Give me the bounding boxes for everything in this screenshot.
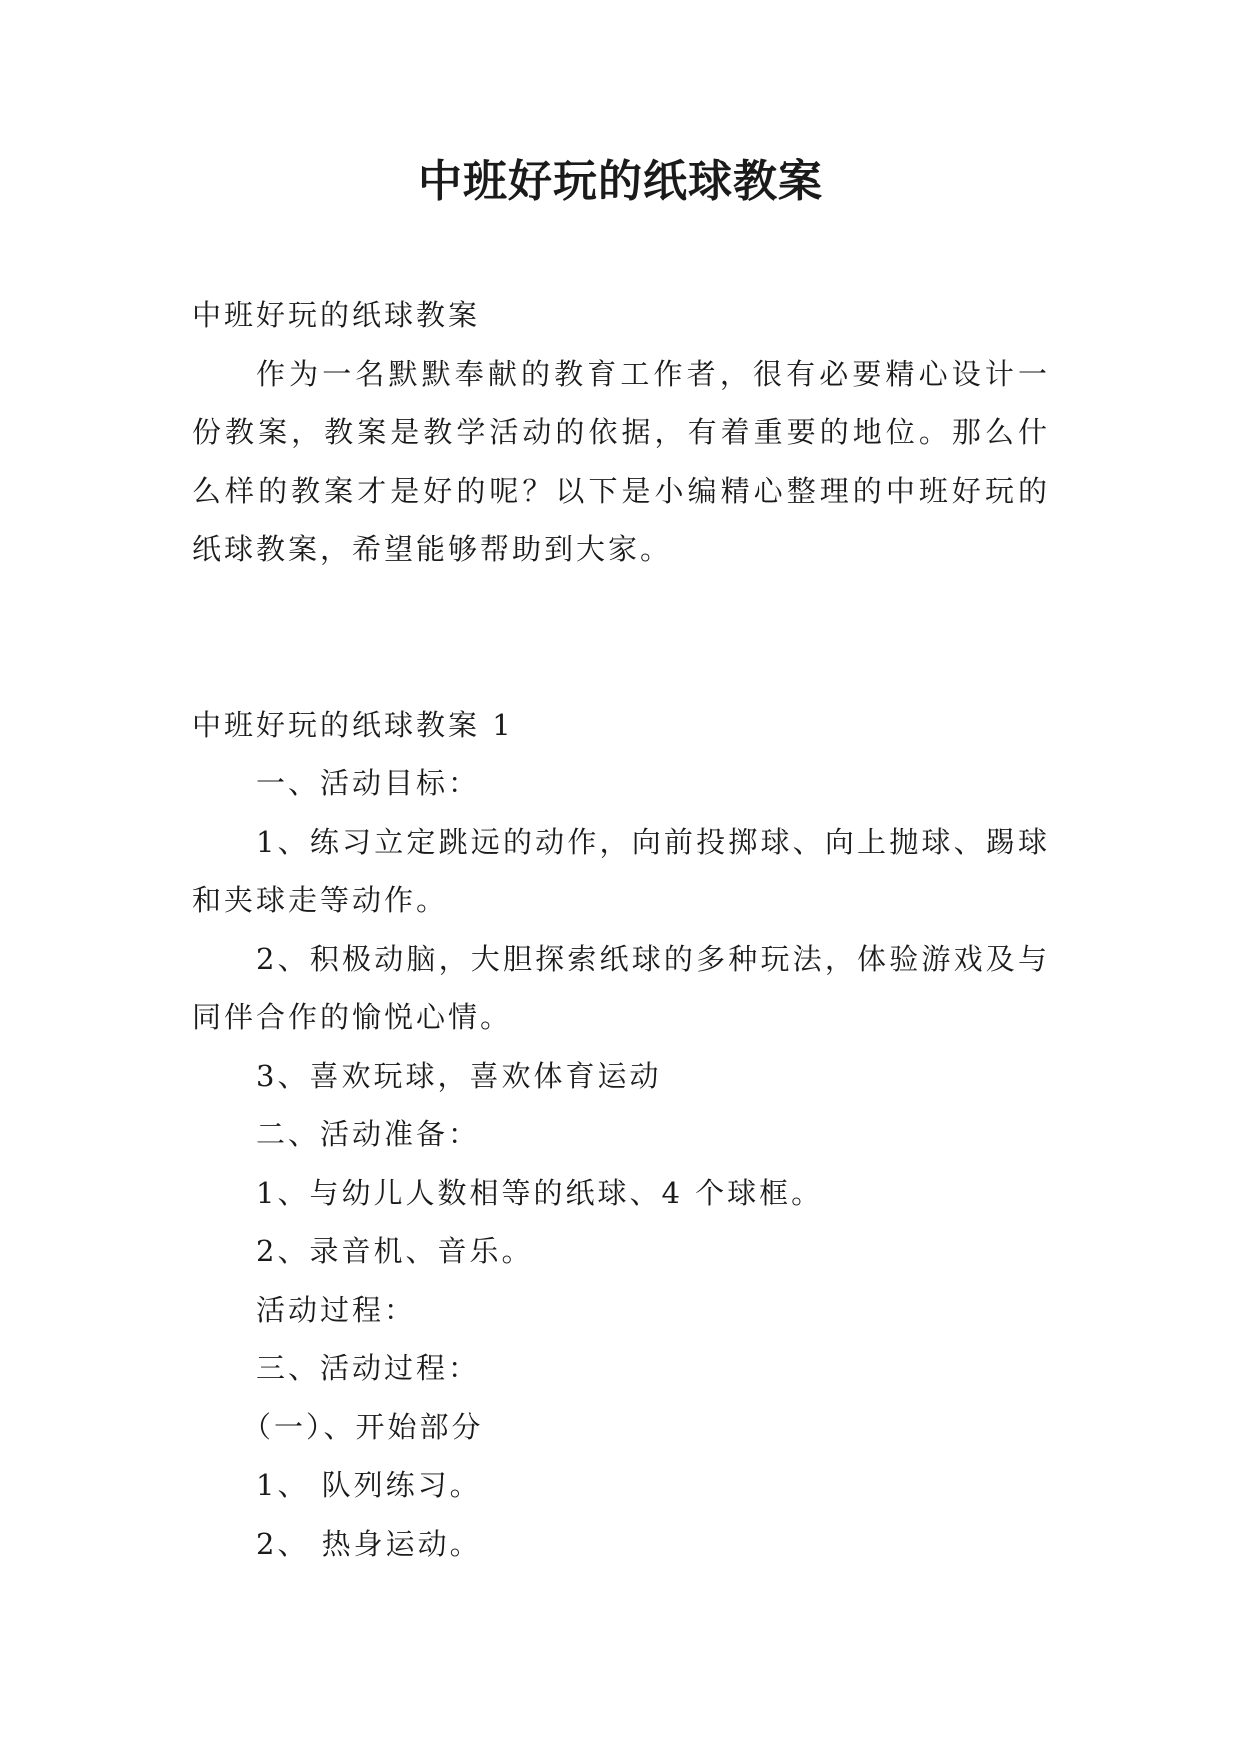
document-title: 中班好玩的纸球教案 (418, 156, 823, 207)
prep-item-1: 1、与幼儿人数相等的纸球、4 个球框。 (256, 1175, 824, 1210)
section-heading: 中班好玩的纸球教案 1 (192, 707, 514, 742)
process-label: 活动过程： (256, 1292, 417, 1327)
start-item-2: 2、 热身运动。 (256, 1526, 482, 1561)
goal-item-2: 2、积极动脑，大胆探索纸球的多种玩法，体验游戏及与同伴合作的愉悦心情。 (192, 941, 1050, 1034)
prep-item-2: 2、录音机、音乐。 (256, 1234, 534, 1268)
start-part-heading: （一）、开始部分 (242, 1409, 484, 1444)
process-heading: 三、活动过程： (256, 1351, 481, 1385)
goal-item-3: 3、喜欢玩球，喜欢体育运动 (256, 1058, 662, 1093)
goals-heading: 一、活动目标： (256, 766, 481, 800)
intro-paragraph: 作为一名默默奉献的教育工作者，很有必要精心设计一份教案，教案是教学活动的依据，有着重要的地位。那么什么样的教案才是好的呢？以下是小编精心整理的中班好玩的纸球教案，希望能够帮助到大家。 (192, 356, 1050, 566)
goal-item-1: 1、练习立定跳远的动作，向前投掷球、向上抛球、踢球和夹球走等动作。 (192, 824, 1050, 917)
start-item-1: 1、 队列练习。 (256, 1468, 482, 1502)
prep-heading: 二、活动准备： (256, 1117, 481, 1151)
document-subtitle: 中班好玩的纸球教案 (192, 298, 481, 332)
paragraph-spacer (192, 579, 1050, 696)
document-body (192, 286, 1050, 1573)
